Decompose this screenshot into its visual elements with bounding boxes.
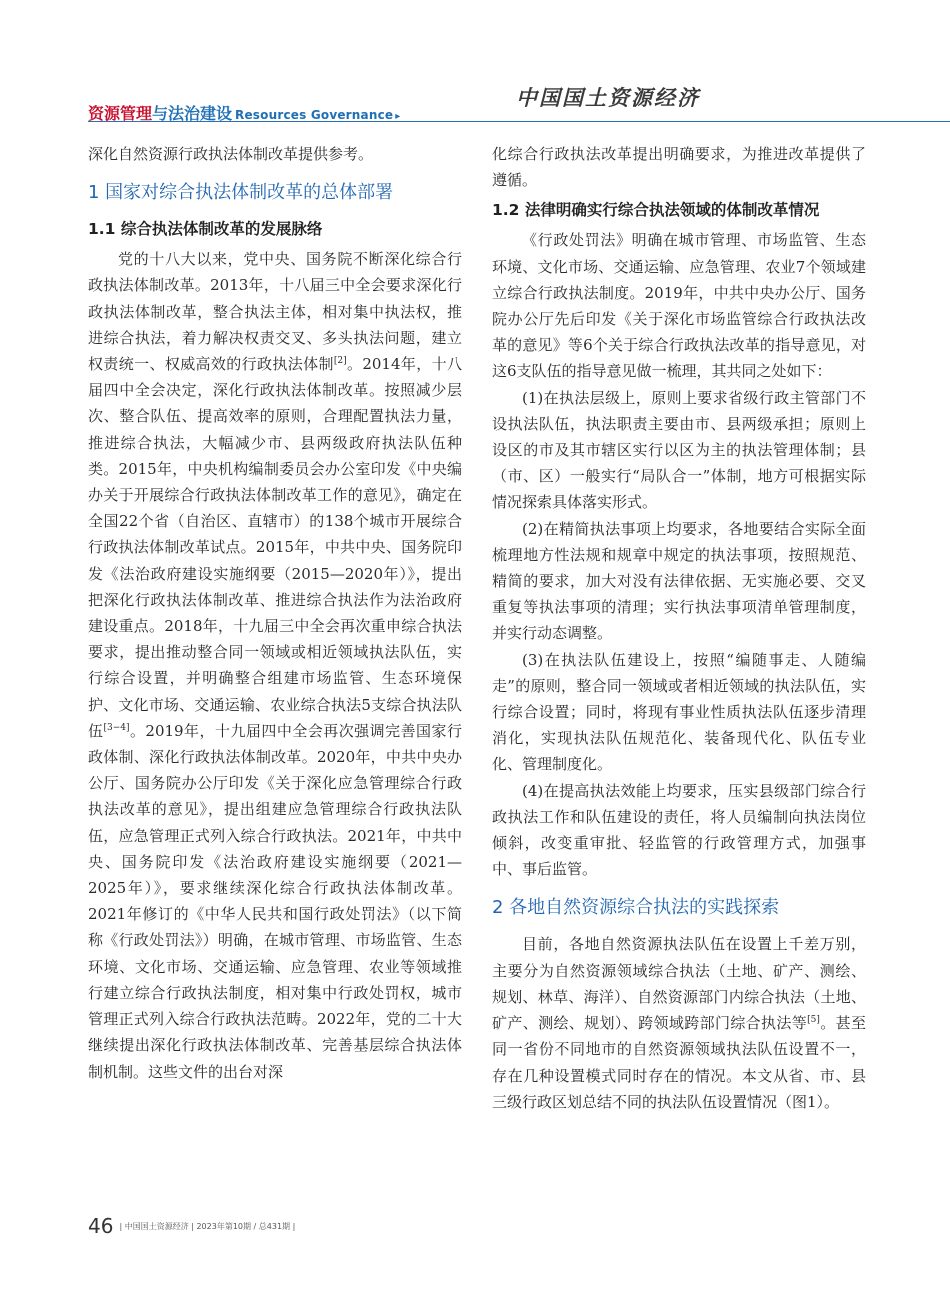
- left-column: [88, 141, 462, 1085]
- paragraph-continued: 化综合行政执法改革提出明确要求，为推进改革提供了遵循。: [492, 145, 866, 190]
- citation-ref: [2]: [333, 356, 347, 367]
- paragraph-text: 。甚至同一省份不同地市的自然资源领域执法队伍设置不一，存在几种设置模式同时存在的情况。本文从省、市、县三级行政区划总结不同的执法队伍设置情况（图1）。: [492, 1014, 866, 1111]
- heading-section-2: 2 各地自然资源综合执法的实践探索: [492, 897, 780, 919]
- paragraph-point-1: (1)在执法层级上，原则上要求省级行政主管部门不设执法队伍，执法职责主要由市、县两级承担；原则上设区的市及其市辖区实行以区为主的执法管理体制；县（市、区）一般实行“局队合一”体制，地方可根据实际情况探索具体落实形式。: [492, 388, 866, 512]
- paragraph-point-3: (3)在执法队伍建设上，按照“编随事走、人随编走”的原则，整合同一领域或者相近领域的执法队伍，实行综合设置；同时，将现有事业性质执法队伍逐步清理消化，实现执法队伍规范化、装备现代化、队伍专业化、管理制度化。: [492, 650, 866, 774]
- paragraph-practice: [492, 931, 866, 1114]
- page-footer: [88, 1214, 295, 1238]
- paragraph-continued: 深化自然资源行政执法体制改革提供参考。: [88, 145, 374, 163]
- section-name-english: Resources Governance: [235, 108, 394, 122]
- citation-ref: [3−4]: [103, 722, 130, 733]
- paragraph-reform-history: [88, 246, 462, 1085]
- citation-ref: [5]: [807, 1015, 820, 1026]
- heading-section-1-2: 1.2 法律明确实行综合执法领域的体制改革情况: [492, 201, 820, 220]
- journal-name: 中国国土资源经济: [516, 85, 700, 110]
- section-name-part1: 资源管理: [88, 104, 153, 123]
- paragraph-penalty-law: 《行政处罚法》明确在城市管理、市场监管、生态环境、文化市场、交通运输、应急管理、农业7个领域建立综合行政执法制度。2019年，中共中央办公厅、国务院办公厅先后印发《关于深化市场监管综合行政执法改革的意见》等6个关于综合行政执法改革的指导意见，对这6支队伍的指导意见做一梳理，其共同之处如下：: [492, 231, 866, 381]
- paragraph-text: 。2014年，十八届四中全会决定，深化行政执法体制改革。按照减少层次、整合队伍、提高效率的原则，合理配置执法力量，推进综合执法，大幅减少市、县两级政府执法队伍种类。2015年，中央机构编制委员会办公室印发《中央编办关于开展综合行政执法体制改革工作的意见》，确定在全国22个省（自治区、直辖市）的138个城市开展综合行政执法体制改革试点。2015年，中共中央、国务院印发《法治政府建设实施纲要（2015—2020年）》，提出把深化行政执法体制改革、推进综合执法作为法治政府建设重点。2018年，十九届三中全会再次重申综合执法要求，提出推动整合同一领域或相近领域执法队伍，实行综合设置，并明确整合组建市场监管、生态环境保护、文化市场、交通运输、农业综合执法5支综合执法队伍: [88, 355, 462, 740]
- heading-section-1: 1 国家对综合执法体制改革的总体部署: [88, 182, 394, 204]
- paragraph-text: 。2019年，十九届四中全会再次强调完善国家行政体制、深化行政执法体制改革。2020年，中共中央办公厅、国务院办公厅印发《关于深化应急管理综合行政执法改革的意见》，提出组建应急管理综合行政执法队伍，应急管理正式列入综合行政执法。2021年，中共中央、国务院印发《法治政府建设实施纲要（2021—2025年）》，要求继续深化综合行政执法体制改革。2021年修订的《中华人民共和国行政处罚法》（以下简称《行政处罚法》）明确，在城市管理、市场监管、生态环境、文化市场、交通运输、应急管理、农业等领域推行建立综合行政执法制度，相对集中行政处罚权，城市管理正式列入综合行政执法范畴。2022年，党的二十大继续提出深化行政执法体制改革、完善基层综合执法体制机制。这些文件的出台对深: [88, 721, 462, 1081]
- paragraph-text: 目前，各地自然资源执法队伍在设置上千差万别，主要分为自然资源领域综合执法（土地、矿产、测绘、规划、林草、海洋）、自然资源部门内综合执法（土地、矿产、测绘、规划）、跨领域跨部门综合执法等: [492, 935, 866, 1033]
- page-header: [0, 0, 950, 125]
- right-column: [492, 141, 866, 1115]
- paragraph-point-2: (2)在精简执法事项上均要求，各地要结合实际全面梳理地方性法规和规章中规定的执法事项，按照规范、精简的要求，加大对没有法律依据、无实施必要、交叉重复等执法事项的清理；实行执法事项清单管理制度，并实行动态调整。: [492, 519, 866, 643]
- paragraph-point-4: (4)在提高执法效能上均要求，压实县级部门综合行政执法工作和队伍建设的责任，将人员编制向执法岗位倾斜，改变重审批、轻监管的行政管理方式，加强事中、事后监管。: [492, 781, 866, 879]
- heading-section-1-1: 1.1 综合执法体制改革的发展脉络: [88, 220, 323, 239]
- footer-journal-info: | 中国国土资源经济 | 2023年第10期 / 总431期 |: [119, 1221, 296, 1231]
- arrow-right-icon: ▸: [395, 111, 401, 122]
- section-name-part2: 与法治建设: [152, 104, 233, 123]
- page-number: 46: [88, 1214, 114, 1238]
- paragraph-text: 党的十八大以来，党中央、国务院不断深化综合行政执法体制改革。2013年，十八届三中全会要求深化行政执法体制改革，整合执法主体，相对集中执法权，推进综合执法，着力解决权责交叉、多头执法问题，建立权责统一、权威高效的行政执法体制: [88, 250, 462, 374]
- header-divider: [88, 121, 950, 122]
